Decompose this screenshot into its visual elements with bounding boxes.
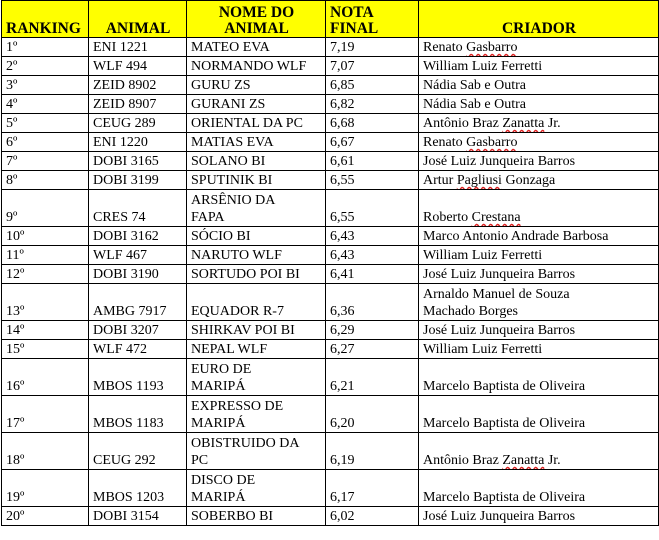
animal-cell-text: ZEID 8902	[93, 78, 157, 93]
nome-cell-line: NEPAL WLF	[191, 342, 268, 357]
nome-cell-line: MARIPÁ	[191, 416, 246, 431]
nome-cell	[187, 95, 326, 114]
animal-cell-text: CRES 74	[93, 210, 146, 225]
spellcheck-mark: Pagliusi	[456, 173, 502, 188]
rank-cell	[2, 57, 89, 76]
nota-cell-text: 6,43	[330, 229, 355, 244]
nome-cell	[187, 433, 326, 470]
table-row	[2, 470, 659, 507]
header-ranking-label: RANKING	[6, 20, 81, 37]
table-row	[2, 284, 659, 321]
nome-cell	[187, 321, 326, 340]
animal-cell	[89, 284, 187, 321]
animal-cell	[89, 190, 187, 227]
nome-cell	[187, 284, 326, 321]
rank-cell-text: 16º	[6, 379, 25, 394]
rank-cell	[2, 114, 89, 133]
rank-cell	[2, 227, 89, 246]
criador-cell-line: Antônio Braz Zanatta Jr.	[423, 453, 561, 468]
rank-cell-text: 19º	[6, 490, 25, 505]
animal-cell	[89, 507, 187, 526]
table-row	[2, 507, 659, 526]
nota-cell	[326, 95, 419, 114]
nota-cell-text: 6,19	[330, 453, 355, 468]
table-row	[2, 321, 659, 340]
criador-cell-line: Marco Antonio Andrade Barbosa	[423, 229, 609, 244]
rank-cell	[2, 152, 89, 171]
spellcheck-mark: Crestana	[471, 210, 521, 225]
nota-cell	[326, 507, 419, 526]
nota-cell	[326, 114, 419, 133]
table-row	[2, 76, 659, 95]
criador-cell-line: Nádia Sab e Outra	[423, 97, 527, 112]
table-row	[2, 95, 659, 114]
nome-cell	[187, 359, 326, 396]
criador-cell-line: José Luiz Junqueira Barros	[423, 509, 576, 524]
ranking-body	[2, 38, 659, 526]
animal-cell-text: CEUG 289	[93, 116, 156, 131]
nota-cell	[326, 340, 419, 359]
criador-cell	[419, 359, 659, 396]
animal-cell-text: AMBG 7917	[93, 304, 167, 319]
header-nota-line2: FINAL	[330, 20, 379, 37]
header-animal-label: ANIMAL	[105, 20, 171, 37]
table-row	[2, 396, 659, 433]
header-ranking	[2, 1, 89, 38]
criador-cell-line: William Luiz Ferretti	[423, 248, 543, 263]
animal-cell	[89, 340, 187, 359]
criador-cell-line: Artur Pagliusi Gonzaga	[423, 173, 556, 188]
rank-cell-text: 14º	[6, 323, 25, 338]
animal-cell-text: ZEID 8907	[93, 97, 157, 112]
criador-cell	[419, 114, 659, 133]
header-row	[2, 1, 659, 38]
criador-cell	[419, 507, 659, 526]
nota-cell-text: 7,07	[330, 59, 355, 74]
criador-cell-line: José Luiz Junqueira Barros	[423, 323, 576, 338]
criador-cell-line: Marcelo Baptista de Oliveira	[423, 416, 586, 431]
animal-cell-text: DOBI 3207	[93, 323, 159, 338]
nome-cell-line: SHIRKAV POI BI	[191, 323, 295, 338]
nota-cell-text: 6,27	[330, 342, 355, 357]
animal-cell	[89, 76, 187, 95]
nota-cell	[326, 321, 419, 340]
animal-cell	[89, 171, 187, 190]
nome-cell-line: EURO DE	[191, 362, 252, 377]
animal-cell-text: MBOS 1203	[93, 490, 165, 505]
nome-cell	[187, 76, 326, 95]
animal-cell	[89, 95, 187, 114]
rank-cell-text: 12º	[6, 267, 25, 282]
rank-cell	[2, 359, 89, 396]
animal-cell	[89, 359, 187, 396]
criador-cell	[419, 433, 659, 470]
rank-cell-text: 9º	[6, 210, 18, 225]
nome-cell	[187, 246, 326, 265]
header-nome-line2: ANIMAL	[224, 20, 289, 37]
nota-cell-text: 6,41	[330, 267, 355, 282]
nota-cell	[326, 359, 419, 396]
rank-cell-text: 13º	[6, 304, 25, 319]
criador-cell-line: Renato Gasbarro	[423, 40, 518, 55]
rank-cell-text: 10º	[6, 229, 25, 244]
rank-cell	[2, 190, 89, 227]
animal-cell	[89, 246, 187, 265]
nome-cell-line: MARIPÁ	[191, 490, 246, 505]
rank-cell-text: 7º	[6, 154, 18, 169]
table-row	[2, 227, 659, 246]
criador-cell	[419, 76, 659, 95]
nome-cell-line: EQUADOR R-7	[191, 304, 284, 319]
nota-cell	[326, 38, 419, 57]
rank-cell-text: 6º	[6, 135, 18, 150]
header-animal	[89, 1, 187, 38]
nome-cell-line: SOBERBO BI	[191, 509, 274, 524]
nota-cell	[326, 76, 419, 95]
nota-cell	[326, 171, 419, 190]
nome-cell-line: ARSÊNIO DA	[191, 193, 276, 208]
rank-cell	[2, 171, 89, 190]
nome-cell	[187, 152, 326, 171]
nota-cell	[326, 133, 419, 152]
animal-cell-text: MBOS 1193	[93, 379, 164, 394]
nota-cell-text: 6,36	[330, 304, 355, 319]
spellcheck-mark: Gasbarro	[466, 40, 518, 55]
nome-cell	[187, 171, 326, 190]
nota-cell	[326, 265, 419, 284]
nota-cell-text: 6,17	[330, 490, 355, 505]
table-row	[2, 133, 659, 152]
nome-cell-line: SÓCIO BI	[191, 229, 251, 244]
nome-cell	[187, 396, 326, 433]
nota-cell-text: 6,20	[330, 416, 355, 431]
table-row	[2, 190, 659, 227]
header-nome-line1: NOME DO	[218, 4, 295, 21]
rank-cell	[2, 507, 89, 526]
nome-cell-line: NARUTO WLF	[191, 248, 282, 263]
nome-cell	[187, 470, 326, 507]
nome-cell-line: MATIAS EVA	[191, 135, 274, 150]
animal-cell-text: DOBI 3199	[93, 173, 159, 188]
nota-cell	[326, 246, 419, 265]
nome-cell	[187, 57, 326, 76]
animal-cell-text: MBOS 1183	[93, 416, 164, 431]
rank-cell	[2, 246, 89, 265]
rank-cell-text: 2º	[6, 59, 18, 74]
nome-cell-line: SPUTINIK BI	[191, 173, 273, 188]
animal-cell-text: DOBI 3165	[93, 154, 159, 169]
criador-cell-line: William Luiz Ferretti	[423, 59, 543, 74]
criador-cell	[419, 340, 659, 359]
table-row	[2, 265, 659, 284]
rank-cell-text: 15º	[6, 342, 25, 357]
nota-cell-text: 6,02	[330, 509, 355, 524]
table-row	[2, 57, 659, 76]
animal-cell	[89, 396, 187, 433]
nome-cell-line: OBISTRUIDO DA	[191, 436, 300, 451]
criador-cell	[419, 133, 659, 152]
table-row	[2, 340, 659, 359]
animal-cell	[89, 470, 187, 507]
animal-cell-text: CEUG 292	[93, 453, 156, 468]
animal-cell-text: WLF 472	[93, 342, 148, 357]
header-criador	[419, 1, 659, 38]
nome-cell-line: PC	[191, 453, 209, 468]
nome-cell-line: MARIPÁ	[191, 379, 246, 394]
criador-cell-line: Marcelo Baptista de Oliveira	[423, 490, 586, 505]
table-row	[2, 246, 659, 265]
criador-cell-line: Nádia Sab e Outra	[423, 78, 527, 93]
spellcheck-mark: Gasbarro	[466, 135, 518, 150]
rank-cell	[2, 38, 89, 57]
rank-cell-text: 18º	[6, 453, 25, 468]
nota-cell	[326, 152, 419, 171]
nota-cell-text: 6,55	[330, 210, 355, 225]
nome-cell-line: GURU ZS	[191, 78, 251, 93]
criador-cell	[419, 265, 659, 284]
animal-cell	[89, 152, 187, 171]
criador-cell-line: Arnaldo Manuel de Souza	[423, 287, 570, 302]
nome-cell-line: EXPRESSO DE	[191, 399, 284, 414]
nota-cell-text: 6,43	[330, 248, 355, 263]
animal-cell	[89, 433, 187, 470]
nota-cell-text: 6,55	[330, 173, 355, 188]
nota-cell-text: 7,19	[330, 40, 355, 55]
table-row	[2, 359, 659, 396]
rank-cell	[2, 265, 89, 284]
rank-cell	[2, 470, 89, 507]
criador-cell-line: José Luiz Junqueira Barros	[423, 154, 576, 169]
nome-cell	[187, 227, 326, 246]
rank-cell-text: 20º	[6, 509, 25, 524]
criador-cell	[419, 284, 659, 321]
header-nota	[326, 1, 419, 38]
criador-cell	[419, 246, 659, 265]
nota-cell	[326, 190, 419, 227]
nota-cell	[326, 433, 419, 470]
table-row	[2, 152, 659, 171]
nome-cell-line: DISCO DE	[191, 473, 256, 488]
criador-cell-line: Marcelo Baptista de Oliveira	[423, 379, 586, 394]
nome-cell	[187, 38, 326, 57]
table-row	[2, 114, 659, 133]
nome-cell	[187, 507, 326, 526]
criador-cell-line: Machado Borges	[423, 304, 518, 319]
nome-cell	[187, 190, 326, 227]
rank-cell	[2, 340, 89, 359]
nome-cell-line: ORIENTAL DA PC	[191, 116, 303, 131]
animal-cell-text: ENI 1220	[93, 135, 148, 150]
rank-cell	[2, 133, 89, 152]
nota-cell-text: 6,82	[330, 97, 355, 112]
criador-cell	[419, 171, 659, 190]
nome-cell-line: SOLANO BI	[191, 154, 266, 169]
ranking-table	[1, 0, 659, 526]
nome-cell	[187, 340, 326, 359]
nota-cell-text: 6,68	[330, 116, 355, 131]
criador-cell	[419, 321, 659, 340]
animal-cell	[89, 133, 187, 152]
header-nota-line1: NOTA	[330, 4, 374, 21]
rank-cell-text: 5º	[6, 116, 18, 131]
nota-cell-text: 6,67	[330, 135, 355, 150]
nota-cell	[326, 57, 419, 76]
nome-cell	[187, 265, 326, 284]
criador-cell-line: William Luiz Ferretti	[423, 342, 543, 357]
animal-cell	[89, 114, 187, 133]
nota-cell	[326, 284, 419, 321]
criador-cell	[419, 38, 659, 57]
nome-cell-line: SORTUDO POI BI	[191, 267, 300, 282]
nota-cell-text: 6,29	[330, 323, 355, 338]
criador-cell	[419, 396, 659, 433]
animal-cell-text: DOBI 3154	[93, 509, 159, 524]
table-row	[2, 171, 659, 190]
nome-cell-line: MATEO EVA	[191, 40, 270, 55]
animal-cell-text: WLF 494	[93, 59, 148, 74]
nome-cell-line: GURANI ZS	[191, 97, 266, 112]
table-row	[2, 433, 659, 470]
nota-cell	[326, 470, 419, 507]
rank-cell-text: 1º	[6, 40, 18, 55]
animal-cell	[89, 321, 187, 340]
rank-cell-text: 4º	[6, 97, 18, 112]
header-criador-label: CRIADOR	[501, 20, 577, 37]
nome-cell	[187, 133, 326, 152]
rank-cell-text: 11º	[6, 248, 24, 263]
nota-cell-text: 6,21	[330, 379, 355, 394]
criador-cell	[419, 190, 659, 227]
criador-cell	[419, 57, 659, 76]
nome-cell-line: NORMANDO WLF	[191, 59, 307, 74]
animal-cell	[89, 265, 187, 284]
header-nome	[187, 1, 326, 38]
nota-cell	[326, 396, 419, 433]
spellcheck-mark: Zanatta	[502, 453, 545, 468]
nota-cell	[326, 227, 419, 246]
criador-cell	[419, 152, 659, 171]
criador-cell-line: Antônio Braz Zanatta Jr.	[423, 116, 561, 131]
rank-cell-text: 3º	[6, 78, 18, 93]
animal-cell-text: DOBI 3190	[93, 267, 159, 282]
rank-cell	[2, 321, 89, 340]
animal-cell	[89, 38, 187, 57]
nome-cell	[187, 114, 326, 133]
nota-cell-text: 6,85	[330, 78, 355, 93]
criador-cell-line: Renato Gasbarro	[423, 135, 518, 150]
animal-cell-text: ENI 1221	[93, 40, 148, 55]
criador-cell	[419, 227, 659, 246]
spellcheck-mark: Zanatta	[502, 116, 545, 131]
rank-cell	[2, 76, 89, 95]
rank-cell	[2, 396, 89, 433]
rank-cell-text: 17º	[6, 416, 25, 431]
animal-cell	[89, 57, 187, 76]
animal-cell	[89, 227, 187, 246]
criador-cell	[419, 95, 659, 114]
table-row	[2, 38, 659, 57]
animal-cell-text: DOBI 3162	[93, 229, 159, 244]
rank-cell	[2, 284, 89, 321]
rank-cell-text: 8º	[6, 173, 18, 188]
rank-cell	[2, 95, 89, 114]
criador-cell-line: José Luiz Junqueira Barros	[423, 267, 576, 282]
nome-cell-line: FAPA	[191, 210, 225, 225]
rank-cell	[2, 433, 89, 470]
criador-cell	[419, 470, 659, 507]
animal-cell-text: WLF 467	[93, 248, 148, 263]
criador-cell-line: Roberto Crestana	[423, 210, 521, 225]
nota-cell-text: 6,61	[330, 154, 355, 169]
